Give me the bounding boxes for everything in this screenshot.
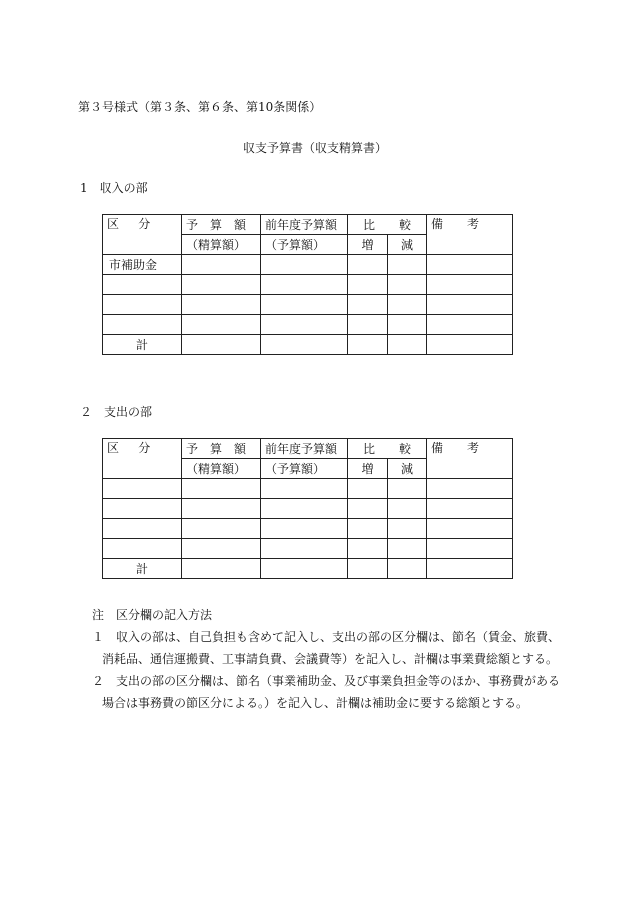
table-row bbox=[103, 295, 513, 315]
total-decrease-cell[interactable] bbox=[388, 559, 427, 579]
prev-budget-cell[interactable] bbox=[261, 255, 348, 275]
notes-heading: 注 区分欄の記入方法 bbox=[92, 608, 213, 622]
budget-cell[interactable] bbox=[182, 275, 261, 295]
note-1-line-2: 消耗品、通信運搬費、工事請負費、会議費等）を記入し、計欄は事業費総額とする。 bbox=[102, 652, 559, 666]
income-header-decrease: 減 bbox=[388, 235, 427, 255]
table-row bbox=[103, 315, 513, 335]
table-row bbox=[103, 255, 513, 275]
form-number: 第３号様式（第３条、第６条、第10条関係） bbox=[78, 100, 322, 114]
income-header-row-1 bbox=[103, 215, 513, 235]
note-1-line-1: １ 収入の部は、自己負担も含めて記入し、支出の部の区分欄は、節名（賃金、旅費、 bbox=[92, 630, 561, 644]
income-header-budget: 予 算 額 bbox=[182, 215, 261, 235]
notes-block bbox=[92, 604, 562, 714]
note-2-line-1: ２ 支出の部の区分欄は、節名（事業補助金、及び事業負担金等のほか、事務費がある bbox=[92, 674, 561, 688]
decrease-cell[interactable] bbox=[388, 479, 427, 499]
total-decrease-cell[interactable] bbox=[388, 335, 427, 355]
remarks-cell[interactable] bbox=[427, 295, 513, 315]
increase-cell[interactable] bbox=[348, 479, 388, 499]
decrease-cell[interactable] bbox=[388, 519, 427, 539]
expense-total-row bbox=[103, 559, 513, 579]
remarks-cell[interactable] bbox=[427, 255, 513, 275]
expense-table bbox=[102, 438, 513, 579]
income-category-cell[interactable]: 市補助金 bbox=[103, 255, 182, 275]
budget-cell[interactable] bbox=[182, 479, 261, 499]
increase-cell[interactable] bbox=[348, 275, 388, 295]
increase-cell[interactable] bbox=[348, 315, 388, 335]
income-total-label: 計 bbox=[103, 335, 182, 355]
income-category-cell[interactable] bbox=[103, 315, 182, 335]
income-header-prev-sub: （予算額） bbox=[261, 235, 348, 255]
total-remarks-cell[interactable] bbox=[427, 559, 513, 579]
total-budget-cell[interactable] bbox=[182, 559, 261, 579]
expense-header-category: 区 分 bbox=[103, 439, 182, 479]
prev-budget-cell[interactable] bbox=[261, 275, 348, 295]
remarks-cell[interactable] bbox=[427, 479, 513, 499]
income-header-category: 区 分 bbox=[103, 215, 182, 255]
income-table bbox=[102, 214, 513, 355]
increase-cell[interactable] bbox=[348, 295, 388, 315]
remarks-cell[interactable] bbox=[427, 519, 513, 539]
expense-category-cell[interactable] bbox=[103, 539, 182, 559]
decrease-cell[interactable] bbox=[388, 315, 427, 335]
remarks-cell[interactable] bbox=[427, 499, 513, 519]
decrease-cell[interactable] bbox=[388, 275, 427, 295]
expense-category-cell[interactable] bbox=[103, 479, 182, 499]
prev-budget-cell[interactable] bbox=[261, 479, 348, 499]
expense-category-cell[interactable] bbox=[103, 499, 182, 519]
income-category-cell[interactable] bbox=[103, 275, 182, 295]
increase-cell[interactable] bbox=[348, 519, 388, 539]
increase-cell[interactable] bbox=[348, 499, 388, 519]
total-budget-cell[interactable] bbox=[182, 335, 261, 355]
expense-header-compare: 比 較 bbox=[348, 439, 427, 459]
income-total-row bbox=[103, 335, 513, 355]
expense-header-increase: 増 bbox=[348, 459, 388, 479]
expense-header-decrease: 減 bbox=[388, 459, 427, 479]
decrease-cell[interactable] bbox=[388, 255, 427, 275]
budget-cell[interactable] bbox=[182, 255, 261, 275]
expense-header-prev: 前年度予算額 bbox=[261, 439, 348, 459]
document-title: 収支予算書（収支精算書） bbox=[243, 141, 388, 155]
income-header-budget-sub: （精算額） bbox=[182, 235, 261, 255]
prev-budget-cell[interactable] bbox=[261, 519, 348, 539]
income-header-remarks: 備 考 bbox=[427, 215, 513, 255]
budget-cell[interactable] bbox=[182, 295, 261, 315]
prev-budget-cell[interactable] bbox=[261, 295, 348, 315]
prev-budget-cell[interactable] bbox=[261, 539, 348, 559]
prev-budget-cell[interactable] bbox=[261, 315, 348, 335]
income-section-heading: 1 収入の部 bbox=[80, 181, 148, 195]
total-increase-cell[interactable] bbox=[348, 559, 388, 579]
table-row bbox=[103, 499, 513, 519]
table-row bbox=[103, 519, 513, 539]
increase-cell[interactable] bbox=[348, 539, 388, 559]
table-row bbox=[103, 275, 513, 295]
total-prev-budget-cell[interactable] bbox=[261, 335, 348, 355]
income-header-compare: 比 較 bbox=[348, 215, 427, 235]
remarks-cell[interactable] bbox=[427, 539, 513, 559]
note-2-line-2: 場合は事務費の節区分による。）を記入し、計欄は補助金に要する総額とする。 bbox=[102, 696, 529, 710]
total-remarks-cell[interactable] bbox=[427, 335, 513, 355]
expense-total-label: 計 bbox=[103, 559, 182, 579]
income-header-increase: 増 bbox=[348, 235, 388, 255]
remarks-cell[interactable] bbox=[427, 275, 513, 295]
expense-header-budget-sub: （精算額） bbox=[182, 459, 261, 479]
expense-header-prev-sub: （予算額） bbox=[261, 459, 348, 479]
income-category-cell[interactable] bbox=[103, 295, 182, 315]
expense-section-heading: ２ 支出の部 bbox=[80, 405, 153, 419]
budget-cell[interactable] bbox=[182, 315, 261, 335]
expense-header-remarks: 備 考 bbox=[427, 439, 513, 479]
decrease-cell[interactable] bbox=[388, 499, 427, 519]
expense-header-row-1 bbox=[103, 439, 513, 459]
expense-category-cell[interactable] bbox=[103, 519, 182, 539]
prev-budget-cell[interactable] bbox=[261, 499, 348, 519]
total-increase-cell[interactable] bbox=[348, 335, 388, 355]
decrease-cell[interactable] bbox=[388, 295, 427, 315]
expense-header-budget: 予 算 額 bbox=[182, 439, 261, 459]
budget-cell[interactable] bbox=[182, 519, 261, 539]
remarks-cell[interactable] bbox=[427, 315, 513, 335]
table-row bbox=[103, 479, 513, 499]
table-row bbox=[103, 539, 513, 559]
total-prev-budget-cell[interactable] bbox=[261, 559, 348, 579]
budget-cell[interactable] bbox=[182, 499, 261, 519]
decrease-cell[interactable] bbox=[388, 539, 427, 559]
budget-cell[interactable] bbox=[182, 539, 261, 559]
income-header-prev: 前年度予算額 bbox=[261, 215, 348, 235]
increase-cell[interactable] bbox=[348, 255, 388, 275]
